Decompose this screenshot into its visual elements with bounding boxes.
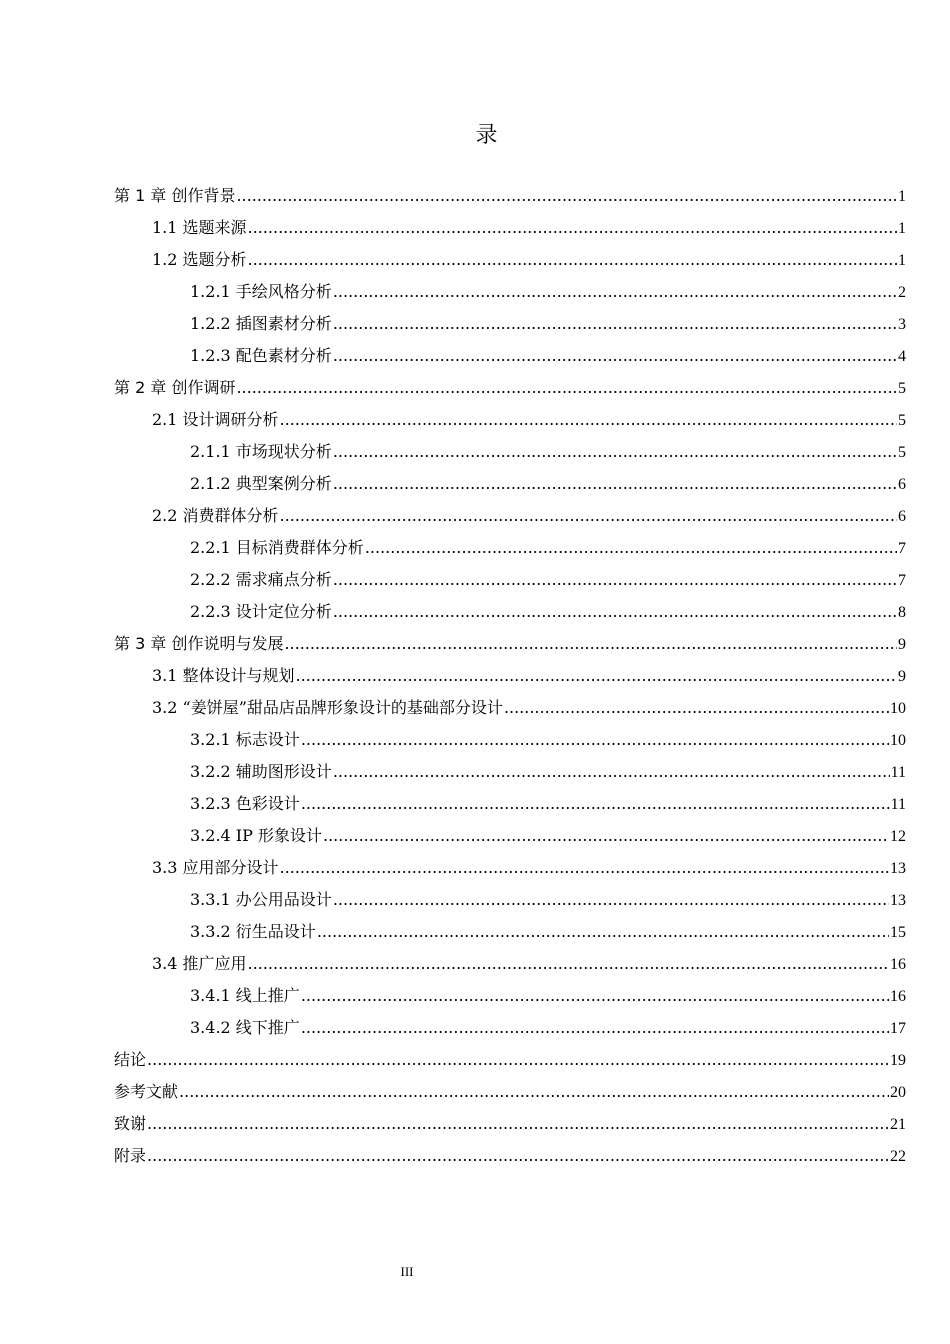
- toc-entry-label: 1.2.1 手绘风格分析: [190, 282, 332, 301]
- toc-dot-leader: [333, 564, 897, 596]
- toc-entry-label: 参考文献: [114, 1082, 179, 1101]
- toc-entry-page: 6: [898, 476, 906, 493]
- toc-entry-page: 16: [890, 988, 906, 1005]
- toc-entry-page: 9: [898, 668, 906, 685]
- toc-entry[interactable]: [114, 628, 906, 660]
- toc-dot-leader: [280, 852, 889, 884]
- toc-entry-label: 3.2.4 IP 形象设计: [190, 826, 322, 845]
- toc-entry[interactable]: [114, 948, 906, 980]
- toc-entry[interactable]: [114, 404, 906, 436]
- toc-entry[interactable]: [114, 436, 906, 468]
- toc-entry-label: 3.3.2 衍生品设计: [190, 922, 316, 941]
- toc-entry[interactable]: [114, 852, 906, 884]
- toc-dot-leader: [333, 436, 897, 468]
- toc-entry-page: 3: [898, 316, 906, 333]
- toc-entry-page: 20: [890, 1084, 906, 1101]
- toc-entry[interactable]: [114, 1044, 906, 1076]
- toc-entry[interactable]: [114, 1140, 906, 1172]
- toc-dot-leader: [333, 308, 897, 340]
- toc-entry-page: 21: [890, 1116, 906, 1133]
- toc-entry-label: 3.2 “姜饼屋”甜品店品牌形象设计的基础部分设计: [152, 698, 503, 717]
- toc-dot-leader: [179, 1076, 889, 1108]
- toc-entry-label: 3.1 整体设计与规划: [152, 666, 295, 685]
- toc-entry-label: 3.4.1 线上推广: [190, 986, 300, 1005]
- toc-entry-label: 1.2.2 插图素材分析: [190, 314, 332, 333]
- toc-entry[interactable]: [114, 308, 906, 340]
- toc-entry-label: 第 2 章 创作调研: [114, 378, 236, 397]
- toc-entry-label: 1.2 选题分析: [152, 250, 247, 269]
- toc-dot-leader: [301, 724, 889, 756]
- toc-dot-leader: [333, 468, 897, 500]
- toc-entry[interactable]: [114, 244, 906, 276]
- toc-entry[interactable]: [114, 468, 906, 500]
- toc-entry-page: 5: [898, 412, 906, 429]
- toc-entry-label: 1.2.3 配色素材分析: [190, 346, 332, 365]
- toc-entry[interactable]: [114, 372, 906, 404]
- toc-dot-leader: [296, 660, 897, 692]
- toc-entry-page: 7: [898, 540, 906, 557]
- toc-entry-label: 3.3 应用部分设计: [152, 858, 279, 877]
- toc-entry-page: 13: [890, 860, 906, 877]
- toc-entry-label: 2.2.3 设计定位分析: [190, 602, 332, 621]
- toc-entry-label: 2.1 设计调研分析: [152, 410, 279, 429]
- toc-entry-label: 2.2.2 需求痛点分析: [190, 570, 332, 589]
- toc-entry-page: 11: [890, 796, 906, 813]
- toc-entry-label: 结论: [114, 1050, 147, 1069]
- toc-dot-leader: [147, 1140, 889, 1172]
- toc-dot-leader: [333, 756, 890, 788]
- toc-entry-page: 1: [898, 220, 906, 237]
- toc-entry[interactable]: [114, 660, 906, 692]
- toc-entry-label: 3.3.1 办公用品设计: [190, 890, 332, 909]
- toc-entry-page: 15: [890, 924, 906, 941]
- toc-dot-leader: [301, 1012, 889, 1044]
- toc-entry-label: 2.1.2 典型案例分析: [190, 474, 332, 493]
- toc-dot-leader: [333, 596, 897, 628]
- toc-entry-page: 4: [898, 348, 906, 365]
- toc-entry-page: 12: [890, 828, 906, 845]
- toc-entry-page: 2: [898, 284, 906, 301]
- toc-entry-label: 3.2.3 色彩设计: [190, 794, 300, 813]
- toc-entry[interactable]: [114, 564, 906, 596]
- toc-entry-page: 10: [890, 700, 906, 717]
- toc-dot-leader: [147, 1044, 889, 1076]
- toc-dot-leader: [248, 244, 897, 276]
- toc-dot-leader: [280, 404, 897, 436]
- page-number: III: [400, 1264, 414, 1279]
- toc-entry-label: 3.2.2 辅助图形设计: [190, 762, 332, 781]
- toc-entry[interactable]: [114, 980, 906, 1012]
- toc-entry[interactable]: [114, 532, 906, 564]
- toc-entry-page: 17: [890, 1020, 906, 1037]
- toc-entry-label: 1.1 选题来源: [152, 218, 247, 237]
- toc-entry-page: 16: [890, 956, 906, 973]
- toc-entry-page: 8: [898, 604, 906, 621]
- toc-entry[interactable]: [114, 1108, 906, 1140]
- toc-entry-label: 第 1 章 创作背景: [114, 186, 236, 205]
- page-title: 录: [475, 123, 498, 148]
- toc-dot-leader: [236, 180, 897, 212]
- toc-entry-page: 7: [898, 572, 906, 589]
- toc-entry-label: 2.2 消费群体分析: [152, 506, 279, 525]
- toc-entry-page: 5: [898, 444, 906, 461]
- toc-dot-leader: [333, 340, 897, 372]
- toc-entry-page: 10: [890, 732, 906, 749]
- toc-dot-leader: [333, 884, 889, 916]
- toc-entry-label: 3.4.2 线下推广: [190, 1018, 300, 1037]
- toc-dot-leader: [248, 212, 897, 244]
- toc-entry[interactable]: [114, 1076, 906, 1108]
- toc-dot-leader: [365, 532, 897, 564]
- toc-entry[interactable]: [114, 212, 906, 244]
- toc-dot-leader: [236, 372, 897, 404]
- toc-entry[interactable]: [114, 884, 906, 916]
- toc-entry[interactable]: [114, 916, 906, 948]
- toc-dot-leader: [147, 1108, 889, 1140]
- table-of-contents: [114, 180, 906, 1172]
- toc-entry[interactable]: [114, 276, 906, 308]
- toc-entry-label: 2.1.1 市场现状分析: [190, 442, 332, 461]
- toc-dot-leader: [323, 820, 889, 852]
- toc-dot-leader: [301, 788, 890, 820]
- toc-entry-page: 1: [898, 252, 906, 269]
- toc-dot-leader: [333, 276, 897, 308]
- toc-entry-label: 致谢: [114, 1114, 147, 1133]
- toc-entry-page: 1: [898, 188, 906, 205]
- toc-entry[interactable]: [114, 340, 906, 372]
- toc-entry-label: 3.4 推广应用: [152, 954, 247, 973]
- toc-entry-label: 第 3 章 创作说明与发展: [114, 634, 284, 653]
- toc-entry[interactable]: [114, 180, 906, 212]
- toc-entry-page: 9: [898, 636, 906, 653]
- toc-entry[interactable]: [114, 1012, 906, 1044]
- toc-dot-leader: [504, 692, 889, 724]
- toc-entry-label: 2.2.1 目标消费群体分析: [190, 538, 364, 557]
- toc-entry[interactable]: [114, 756, 906, 788]
- toc-entry[interactable]: [114, 788, 906, 820]
- toc-entry-page: 6: [898, 508, 906, 525]
- toc-entry-page: 19: [890, 1052, 906, 1069]
- toc-dot-leader: [248, 948, 889, 980]
- toc-entry-page: 5: [898, 380, 906, 397]
- toc-entry-page: 11: [890, 764, 906, 781]
- toc-entry-page: 22: [890, 1148, 906, 1165]
- toc-dot-leader: [317, 916, 889, 948]
- toc-entry[interactable]: [114, 724, 906, 756]
- toc-entry[interactable]: [114, 692, 906, 724]
- toc-dot-leader: [284, 628, 897, 660]
- toc-entry[interactable]: [114, 500, 906, 532]
- toc-entry[interactable]: [114, 820, 906, 852]
- toc-entry[interactable]: [114, 596, 906, 628]
- toc-dot-leader: [280, 500, 897, 532]
- toc-entry-label: 3.2.1 标志设计: [190, 730, 300, 749]
- toc-entry-label: 附录: [114, 1146, 147, 1165]
- toc-entry-page: 13: [890, 892, 906, 909]
- toc-dot-leader: [301, 980, 889, 1012]
